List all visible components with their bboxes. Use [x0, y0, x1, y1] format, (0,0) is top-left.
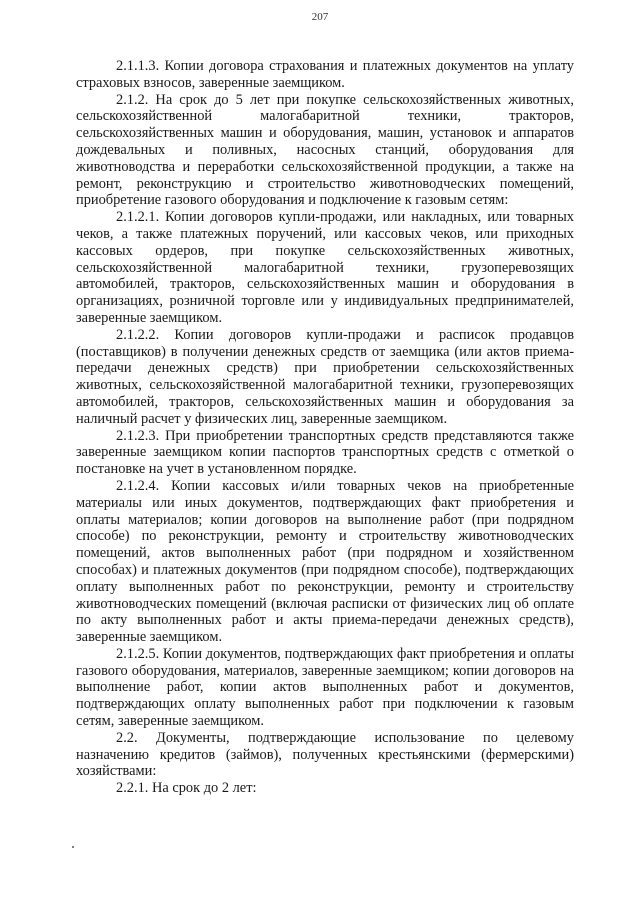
- document-body: [76, 58, 574, 797]
- scan-speck: [72, 846, 74, 848]
- paragraph-2-1-1-3: 2.1.1.3. Копии договора страхования и платежных документов на уплату страховых взносов, заверенные заемщиком.: [76, 58, 574, 91]
- paragraph-2-2-1: 2.2.1. На срок до 2 лет:: [116, 780, 257, 797]
- paragraph-2-1-2-3: 2.1.2.3. При приобретении транспортных средств представляются также заверенные заемщиком копии паспортов транспортных средств с отметкой о постановке на учет в установленном порядке.: [76, 427, 574, 478]
- paragraph-2-1-2-2: 2.1.2.2. Копии договоров купли-продажи и расписок продавцов (поставщиков) в получении денежных средств от заемщика (или актов приема-передачи денежных средств) при приобретении сельскохозяйственных животных, сельскохозяйственной малогабаритной техники, грузоперевозящих автомобилей, тракторов, сельскохозяйственных машин и оборудования за наличный расчет у физических лиц, заверенные заемщиком.: [76, 326, 574, 427]
- paragraph-2-2: 2.2. Документы, подтверждающие использование по целевому назначению кредитов (займов), полученных крестьянскими (фермерскими) хозяйствами:: [76, 729, 574, 780]
- page-number: 207: [311, 11, 329, 23]
- paragraph-2-1-2-4: 2.1.2.4. Копии кассовых и/или товарных чеков на приобретенные материалы или иных документов, подтверждающих факт приобретения и оплаты материалов; копии договоров на выполнение работ (при подрядном способе) по реконструкции, ремонту и строительству животноводческих помещений, актов выполненных работ (при подрядном и хозяйственном способах) и платежных документов (при подрядном способе), подтверждающих оплату выполненных работ по реконструкции, ремонту и строительству животноводческих помещений (включая расписки от физических лиц об оплате по акту выполненных работ и акты приема-передачи денежных средств), заверенные заемщиком.: [76, 477, 574, 646]
- paragraph-2-1-2: 2.1.2. На срок до 5 лет при покупке сельскохозяйственных животных, сельскохозяйственной малогабаритной техники, тракторов, сельскохозяйственных машин и оборудования, машин, установок и аппаратов дождевальных и поливных, насосных станций, оборудования для животноводства и переработки сельскохозяйственной продукции, а также на ремонт, реконструкцию и строительство животноводческих помещений, приобретение газового оборудования и подключение к газовым сетям:: [76, 91, 574, 209]
- paragraph-2-1-2-1: 2.1.2.1. Копии договоров купли-продажи, или накладных, или товарных чеков, а также платежных поручений, или кассовых чеков, или приходных кассовых ордеров, при покупке сельскохозяйственных животных, сельскохозяйственной малогабаритной техники, грузоперевозящих автомобилей, тракторов, сельскохозяйственных машин и оборудования в организациях, розничной торговле или у индивидуальных предпринимателей, заверенные заемщиком.: [76, 209, 574, 326]
- paragraph-2-1-2-5: 2.1.2.5. Копии документов, подтверждающих факт приобретения и оплаты газового оборудования, материалов, заверенные заемщиком; копии договоров на выполнение работ, копии актов выполненных работ и документов, подтверждающих оплату выполненных работ при подключении к газовым сетям, заверенные заемщиком.: [76, 645, 574, 730]
